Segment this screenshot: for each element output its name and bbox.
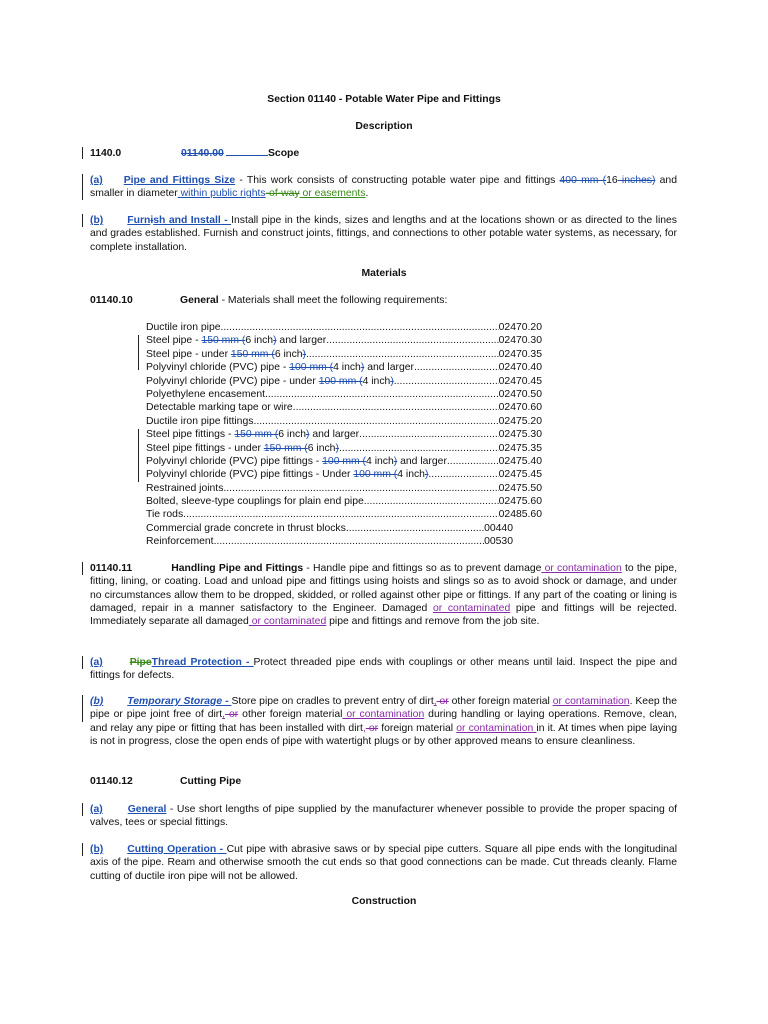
- section-title: Section 01140 - Potable Water Pipe and Fittings: [267, 94, 501, 105]
- revision-bar: [82, 214, 83, 227]
- materials-item: Tie rods ..... 02485.60: [146, 508, 542, 521]
- materials-item: Steel pipe - 150 mm (6 inch) and larger ..... 02470.30: [146, 334, 542, 347]
- paragraph-pipe-size: (a) Pipe and Fittings Size - This work consists of constructing potable water pipe and fittings 400 mm (16 inches) and smaller in diameter within public rights-of-way or easements.: [90, 175, 677, 200]
- pipe-size-title: Pipe and Fittings Size: [123, 175, 236, 186]
- general-number: 01140.10: [90, 295, 133, 306]
- materials-item: Detectable marking tape or wire ..... 02470.60: [146, 401, 542, 414]
- revision-bar: [82, 843, 83, 856]
- construction-heading: Construction: [351, 896, 417, 907]
- materials-item: Polyvinyl chloride (PVC) pipe fittings - Under 100 mm (4 inch) ..... 02475.45: [146, 468, 542, 481]
- materials-item: Polyvinyl chloride (PVC) pipe - under 100 mm (4 inch) ..... 02470.45: [146, 375, 542, 388]
- materials-item: Steel pipe fittings - 150 mm (6 inch) and larger ..... 02475.30: [146, 428, 542, 441]
- materials-item: Polyvinyl chloride (PVC) pipe fittings - 100 mm (4 inch) and larger ..... 02475.40: [146, 455, 542, 468]
- materials-item: Reinforcement ..... 00530: [146, 535, 513, 548]
- materials-item: Polyvinyl chloride (PVC) pipe - 100 mm (4 inch) and larger ..... 02470.40: [146, 361, 542, 374]
- revision-bar: [82, 147, 83, 159]
- scope-title: Scope: [268, 148, 300, 159]
- revision-bar: [82, 174, 83, 200]
- revision-bar: [138, 429, 139, 482]
- materials-item: Ductile iron pipe fittings ..... 02475.20: [146, 415, 542, 428]
- paragraph-cutting-operation: (b) Cutting Operation - Cut pipe with abrasive saws or by special pipe cutters. Square all pipe ends with the longitudinal axis of the pipe. Ream and otherwise smooth the cut ends so that good connections can be made. Cut threads cleanly. Flame cutting of ductile iron pipe will not be allowed.: [90, 844, 678, 882]
- cutting-number: 01140.12: [90, 776, 133, 787]
- paragraph-handling: 01140.11 Handling Pipe and Fittings - Handle pipe and fittings so as to prevent damage or contamination to the pipe, fitting, lining, or coating. Load and unload pipe and fittings using hoists and slings so as to avoid shock or damage, and under no circumstances allow them to be dropped, skidded, or rolled against other pipe or fittings. If any part of the coating or lining is damaged, repair in a manner satisfactory to the Engineer. Damaged or contaminated pipe and fittings will be rejected. Immediately separate all damaged or contaminated pipe and fittings and remove from the job site.: [90, 563, 677, 628]
- revision-bar: [82, 562, 83, 575]
- materials-item: Bolted, sleeve-type couplings for plain end pipe ..... 02475.60: [146, 495, 542, 508]
- materials-item: Ductile iron pipe ..... 02470.20: [146, 321, 542, 334]
- description-heading: Description: [355, 121, 413, 132]
- revision-bar: [82, 695, 83, 722]
- materials-item: Commercial grade concrete in thrust blocks ..... 00440: [146, 522, 513, 535]
- materials-item: Steel pipe fittings - under 150 mm (6 inch) ..... 02475.35: [146, 442, 542, 455]
- materials-item: Steel pipe - under 150 mm (6 inch) ..... 02470.35: [146, 348, 542, 361]
- paragraph-furnish-install: (b) Furnish and Install - Install pipe in the kinds, sizes and lengths and at the locations shown or as directed to the lines and grades established. Furnish and construct joints, fittings, and connections to other potable water systems, as necessary, for complete installation.: [90, 215, 678, 253]
- paragraph-cut-general: (a) General - Use short lengths of pipe supplied by the manufacturer whenever possible to provide the proper spacing of valves, tees or special fittings.: [90, 804, 677, 829]
- revision-bar: [82, 656, 83, 669]
- cutting-title: Cutting Pipe: [180, 776, 242, 787]
- paragraph-thread-protection: (a) PipeThread Protection - Protect threaded pipe ends with couplings or other means until laid. Inspect the pipe and fittings for defects.: [90, 657, 677, 682]
- revision-bar: [82, 803, 83, 816]
- materials-item: Restrained joints ..... 02475.50: [146, 482, 542, 495]
- scope-number: 1140.0: [90, 148, 122, 159]
- materials-heading: Materials: [361, 268, 407, 279]
- paragraph-temporary-storage: (b) Temporary Storage - Store pipe on cradles to prevent entry of dirt, or other foreign material or contamination. Keep the pipe or pipe joint free of dirt, or other foreign material or contamination during handling or laying operations. Remove, clean, and relay any pipe or fitting that has been installed with dirt, or foreign material or contamination in it. At times when pipe laying is not in progress, close the open ends of pipe with watertight plugs or by other approved means to ensure cleanliness.: [90, 696, 678, 747]
- handling-title: Handling Pipe and Fittings: [171, 563, 304, 574]
- revision-bar: [138, 335, 139, 370]
- tracked-change-strike: [226, 155, 268, 156]
- materials-item: Polyethylene encasement ..... 02470.50: [146, 388, 542, 401]
- general-text: General - Materials shall meet the following requirements:: [180, 295, 448, 306]
- scope-deleted-number: 01140.00: [181, 148, 224, 159]
- materials-list: [146, 321, 542, 549]
